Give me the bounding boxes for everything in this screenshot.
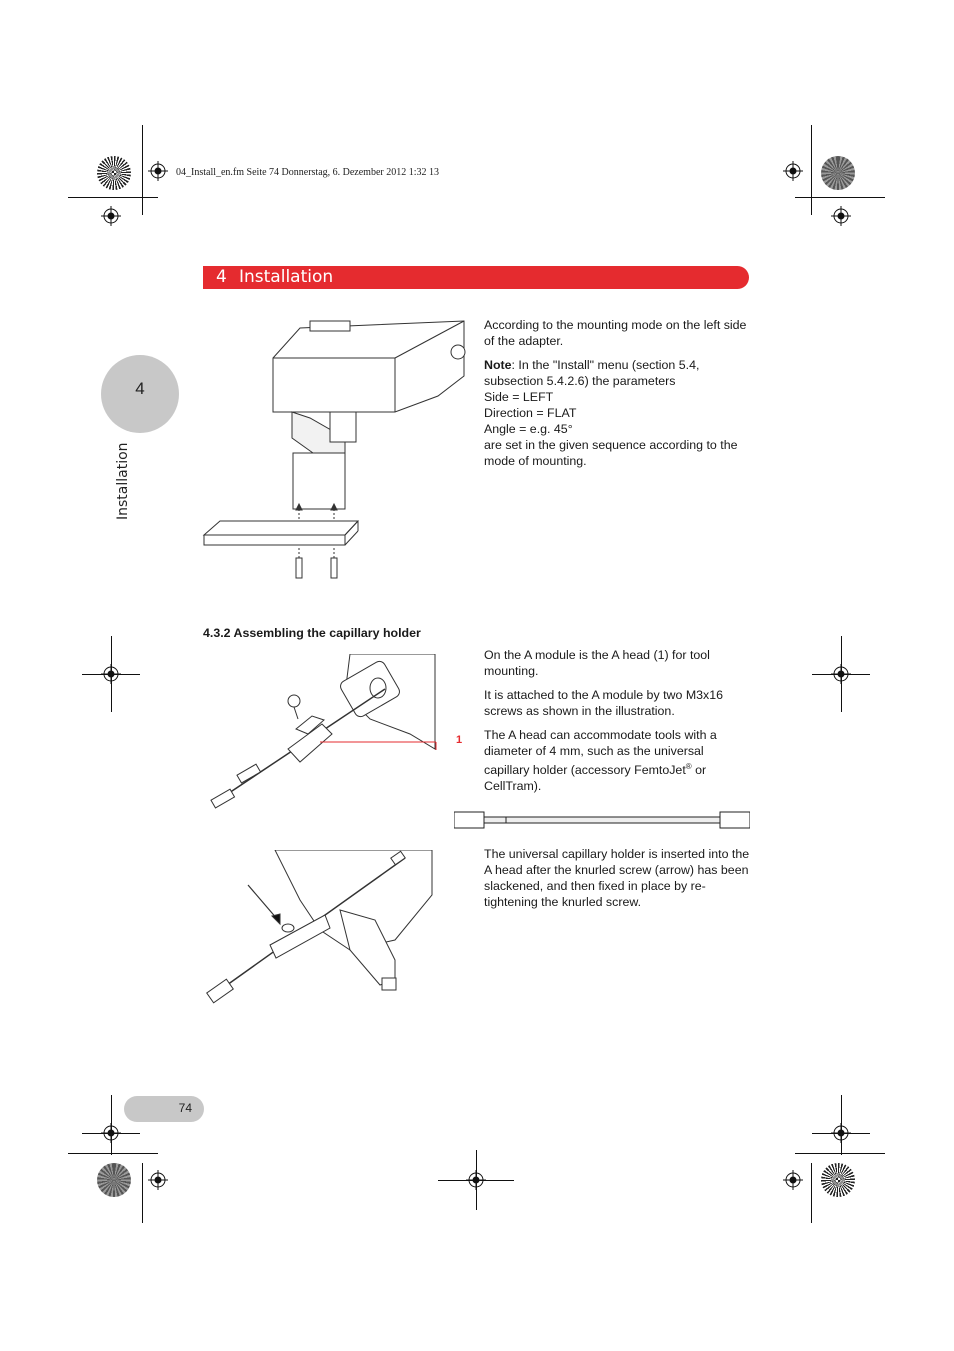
- mounting-mode-text: [484, 317, 750, 477]
- registration-mark-icon: [831, 664, 851, 684]
- capillary-insert-illustration: [200, 850, 440, 1010]
- registration-mark-icon: [831, 1123, 851, 1143]
- registration-mark-icon: [783, 1170, 803, 1190]
- page-number-tab: [124, 1096, 204, 1122]
- registration-mark-icon: [101, 1123, 121, 1143]
- note-label: Note: [484, 358, 512, 372]
- capillary-holder-text: [484, 647, 750, 802]
- a-head-illustration: [200, 654, 440, 819]
- page-number: 74: [178, 1101, 192, 1115]
- chapter-tab: [101, 355, 179, 433]
- tools-text-end: or CellTram).: [484, 763, 707, 794]
- param-angle: Angle = e.g. 45°: [484, 422, 573, 436]
- tools-paragraph: [484, 727, 750, 794]
- file-stamp: 04_Install_en.fm Seite 74 Donnerstag, 6. Dezember 2012 1:32 13: [176, 167, 439, 178]
- chapter-tab-label: Installation: [115, 442, 131, 520]
- adapter-mounting-illustration: [200, 318, 470, 588]
- registration-mark-icon: [466, 1170, 486, 1190]
- mounting-outro: are set in the given sequence according to the mode of mounting.: [484, 438, 738, 468]
- registration-mark-icon: [148, 1170, 168, 1190]
- callout-number: 1: [456, 734, 463, 746]
- registration-mark-icon: [783, 161, 803, 181]
- a-head-paragraph: On the A module is the A head (1) for tool mounting.: [484, 648, 710, 678]
- rosette-mark-icon: [97, 156, 131, 190]
- registration-mark-icon: [148, 161, 168, 181]
- insert-paragraph: The universal capillary holder is inserted into the A head after the knurled screw (arrow) has been slackened, and then fixed in place by re-tightening the knurled screw.: [484, 847, 750, 909]
- capillary-holder-icon: [454, 810, 750, 830]
- mounting-intro: According to the mounting mode on the left side of the adapter.: [484, 318, 747, 348]
- section-heading: 4.3.2 Assembling the capillary holder: [203, 626, 421, 640]
- registration-mark-icon: [101, 206, 121, 226]
- chapter-title: Installation: [239, 267, 334, 287]
- note-text: : In the "Install" menu (section 5.4, subsection 5.4.2.6) the parameters: [484, 358, 700, 388]
- rosette-mark-icon: [97, 1163, 131, 1197]
- chapter-header: [203, 266, 749, 289]
- registration-mark-icon: [101, 664, 121, 684]
- chapter-tab-number: 4: [135, 379, 145, 398]
- screws-paragraph: It is attached to the A module by two M3x16 screws as shown in the illustration.: [484, 688, 724, 718]
- param-side: Side = LEFT: [484, 390, 554, 404]
- tools-text: The A head can accommodate tools with a diameter of 4 mm, such as the universal capillary holder (accessory FemtoJet: [484, 728, 717, 778]
- registration-mark-icon: [831, 206, 851, 226]
- insert-instructions-text: [484, 846, 752, 918]
- registered-mark: ®: [685, 762, 692, 771]
- mounting-note: [484, 357, 750, 469]
- rosette-mark-icon: [821, 156, 855, 190]
- chapter-number: 4: [216, 267, 227, 287]
- param-direction: Direction = FLAT: [484, 406, 577, 420]
- rosette-mark-icon: [821, 1163, 855, 1197]
